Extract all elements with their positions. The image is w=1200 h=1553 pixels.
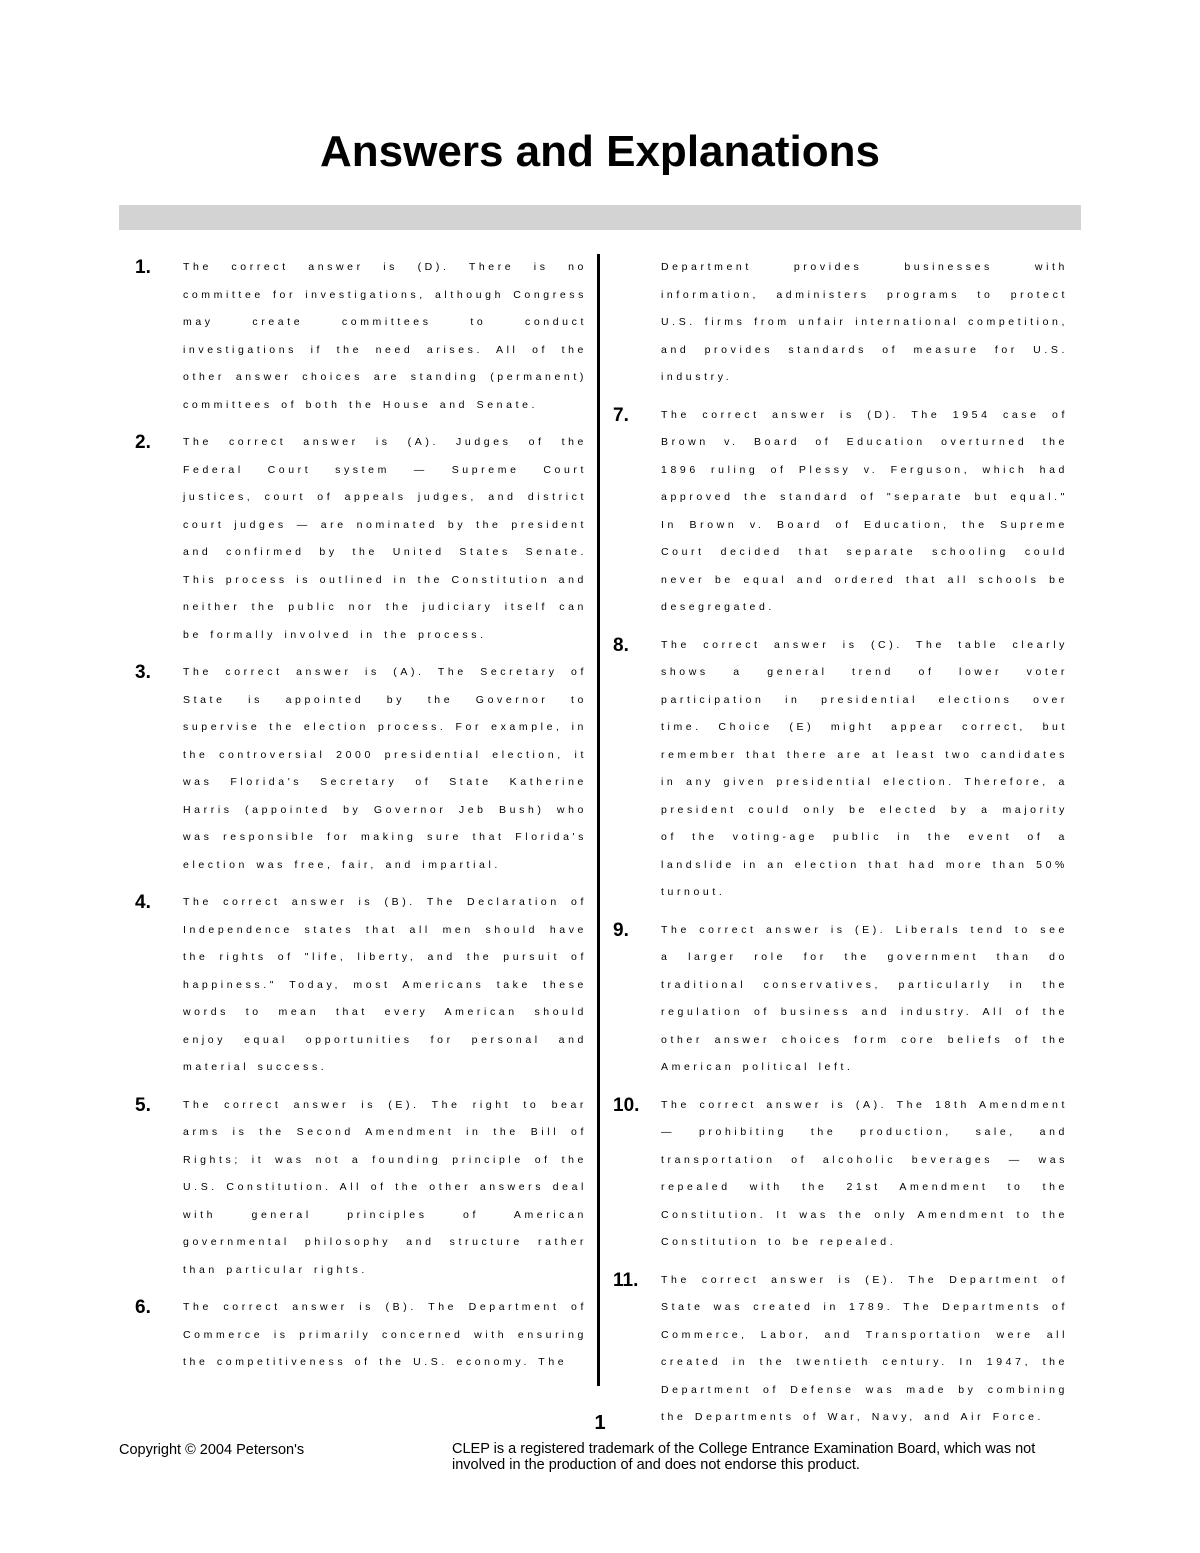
answer-number: 6. [135,1297,151,1318]
title-rule [119,205,1081,230]
right-column [613,254,1068,1432]
answer-number: 9. [613,919,629,941]
answer-number: 7. [613,404,629,426]
answer-explanation: The correct answer is (E). The Department of State was created in 1789. The Departments of Commerce, Labor, and Transportation were all created in the twentieth century. In 1947, the Department of Defense was made by combining the Departments of War, Navy, and Air Force. [661,1273,1068,1423]
answer-explanation: The correct answer is (D). There is no committee for investigations, although Congress may create committees to conduct investigations if the need arises. All of the other answer choices are standing (permanent) committees of both the House and Senate. [183,261,587,411]
column-divider [597,254,600,1386]
answer-number: 2. [135,432,151,453]
answer-item-10 [613,1092,1068,1257]
answer-number: 4. [135,892,151,913]
answer-number: 3. [135,662,151,683]
page-title: Answers and Explanations [320,127,880,176]
answer-explanation: The correct answer is (D). The 1954 case of Brown v. Board of Education overturned the 1896 ruling of Plessy v. Ferguson, which had approved the standard of "separate but equal." In Brown v. Board of Education, the Supreme Court decided that separate schooling could never be equal and ordered that all schools be desegregated. [661,408,1068,613]
answer-item-8 [613,632,1068,907]
answer-item-3 [135,659,587,879]
answer-explanation: The correct answer is (A). The Secretary of State is appointed by the Governor to supervise the election process. For example, in the controversial 2000 presidential election, it was Florida's Secretary of State Katherine Harris (appointed by Governor Jeb Bush) who was responsible for making sure that Florida's election was free, fair, and impartial. [183,666,587,871]
answer-item-1 [135,254,587,419]
answer-item-2 [135,429,587,649]
page-number: 1 [594,1412,606,1434]
answer-number: 11. [613,1269,639,1291]
answer-item-7 [613,402,1068,622]
answer-explanation: The correct answer is (B). The Department of Commerce is primarily concerned with ensuring the competitiveness of the U.S. economy. The [183,1301,587,1368]
answer-explanation: The correct answer is (C). The table clearly shows a general trend of lower voter participation in presidential elections over time. Choice (E) might appear correct, but remember that there are at least two candidates in any given presidential election. Therefore, a president could only be elected by a majority of the voting-age public in the event of a landslide in an election that had more than 50% turnout. [661,638,1068,898]
answer-explanation: The correct answer is (B). The Declaration of Independence states that all men should have the rights of "life, liberty, and the pursuit of happiness." Today, most Americans take these words to mean that every American should enjoy equal opportunities for personal and material success. [183,896,587,1073]
answer-explanation: The correct answer is (A). The 18th Amendment — prohibiting the production, sale, and transportation of alcoholic beverages — was repealed with the 21st Amendment to the Constitution. It was the only Amendment to the Constitution to be repealed. [661,1098,1068,1248]
left-column [135,254,587,1377]
answer-explanation: The correct answer is (A). Judges of the Federal Court system — Supreme Court justices, court of appeals judges, and district court judges — are nominated by the president and confirmed by the United States Senate. This process is outlined in the Constitution and neither the public nor the judiciary itself can be formally involved in the process. [183,436,587,641]
answer-explanation: The correct answer is (E). Liberals tend to see a larger role for the government than do traditional conservatives, particularly in the regulation of business and industry. All of the other answer choices form core beliefs of the American political left. [661,923,1068,1073]
answer-item-5 [135,1092,587,1285]
answer-item-9 [613,917,1068,1082]
answer-item-6 [135,1294,587,1377]
copyright-notice: Copyright © 2004 Peterson's [119,1442,305,1458]
answer-number: 8. [613,634,629,656]
answer-item-11 [613,1267,1068,1432]
answer-number: 1. [135,257,151,278]
answer-6-continuation: Department provides businesses with information, administers programs to protect U.S. firms from unfair international competition, and provides standards of measure for U.S. industry. [661,261,1068,383]
answer-item-4 [135,889,587,1082]
trademark-notice: CLEP is a registered trademark of the College Entrance Examination Board, which was not involved in the production of and does not endorse this product. [452,1441,1036,1473]
answer-explanation: The correct answer is (E). The right to bear arms is the Second Amendment in the Bill of Rights; it was not a founding principle of the U.S. Constitution. All of the other answers deal with general principles of American governmental philosophy and structure rather than particular rights. [183,1098,587,1276]
answer-number: 10. [613,1094,640,1116]
answer-number: 5. [135,1094,151,1116]
